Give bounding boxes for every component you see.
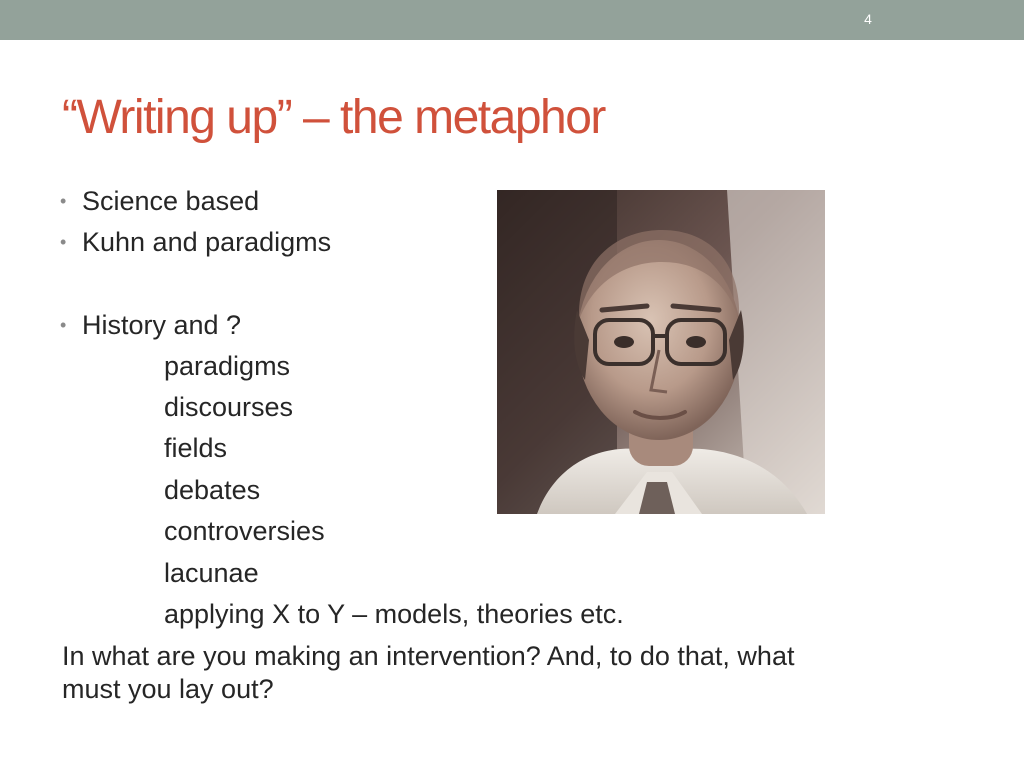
bullet-item: History and ? — [82, 310, 242, 340]
bullet-marker: • — [60, 232, 67, 252]
bullet-marker: • — [60, 315, 67, 335]
sub-item: paradigms — [164, 351, 291, 381]
portrait-photo — [497, 190, 825, 514]
bullet-marker: • — [60, 191, 67, 211]
sub-item: lacunae — [164, 558, 259, 588]
sub-item: debates — [164, 475, 261, 505]
top-bar — [0, 0, 1024, 40]
sub-item: fields — [164, 433, 228, 463]
bullet-item: Kuhn and paradigms — [82, 227, 332, 257]
closing-line: In what are you making an intervention? And, to do that, what — [62, 641, 795, 671]
bullet-item: Science based — [82, 186, 260, 216]
portrait-illustration — [497, 190, 825, 514]
slide-title: “Writing up” – the metaphor — [62, 91, 605, 144]
slide-number: 4 — [864, 11, 872, 27]
sub-item: discourses — [164, 392, 294, 422]
closing-line: must you lay out? — [62, 674, 274, 704]
sub-item: applying X to Y – models, theories etc. — [164, 599, 624, 629]
sub-item: controversies — [164, 516, 325, 546]
